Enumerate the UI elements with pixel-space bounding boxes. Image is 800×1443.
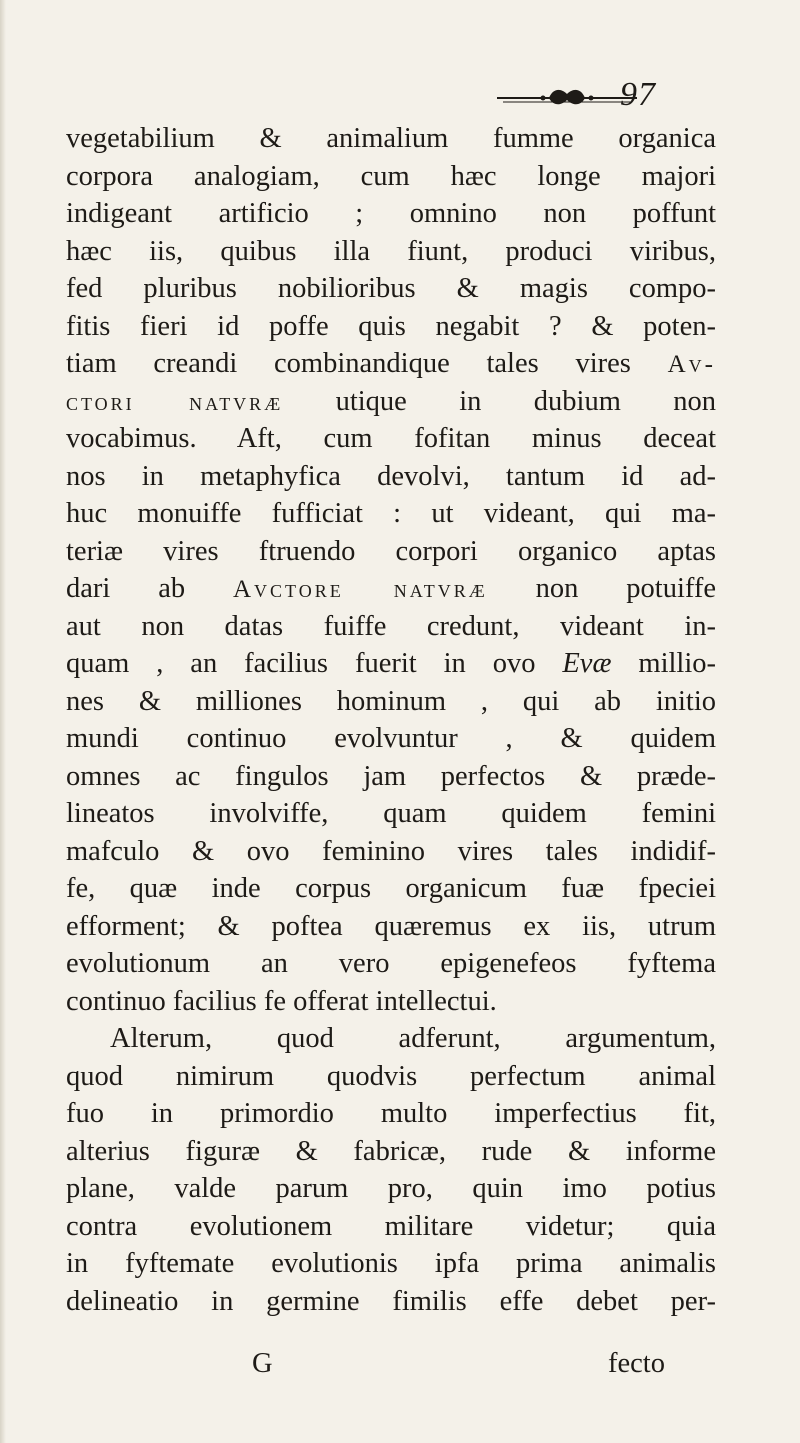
text-line: mundi continuo evolvuntur , & quidem	[66, 723, 716, 754]
body-text	[66, 120, 716, 1320]
text-line: nos in metaphyfica devolvi, tantum id ad-	[66, 460, 716, 492]
text-line: hæc iis, quibus illa fiunt, produci viribus,	[66, 235, 716, 267]
small-caps-text: Avctore natvræ	[233, 576, 488, 603]
text-line: in fyftemate evolutionis ipfa prima animalis	[66, 1248, 716, 1279]
text-line: aut non datas fuiffe credunt, videant in-	[66, 610, 716, 642]
page-number: 97	[620, 76, 656, 113]
text-line: corpora analogiam, cum hæc longe majori	[66, 160, 716, 192]
text-line: evolutionum an vero epigenefeos fyftema	[66, 948, 716, 979]
text-line	[66, 645, 716, 683]
text-line: fed pluribus nobilioribus & magis compo-	[66, 273, 716, 304]
text-line: fuo in primordio multo imperfectius fit,	[66, 1098, 716, 1129]
catchword: fecto	[608, 1348, 665, 1379]
text-run: quam , an facilius fuerit in ovo	[66, 648, 563, 679]
text-run: utique in dubium non	[283, 385, 716, 417]
catch-line	[0, 1348, 800, 1388]
page-gutter	[0, 0, 6, 1443]
text-line: indigeant artificio ; omnino non poffunt	[66, 198, 716, 229]
text-line: alterius figuræ & fabricæ, rude & informe	[66, 1135, 716, 1167]
text-line: continuo facilius fe offerat intellectui.	[66, 985, 497, 1017]
text-line	[66, 345, 716, 383]
italic-text: Evæ	[562, 648, 612, 679]
text-run: tiam creandi combinandique tales vires	[66, 348, 668, 379]
signature-mark: G	[252, 1348, 273, 1379]
text-line: quod nimirum quodvis perfectum animal	[66, 1060, 716, 1092]
text-line: huc monuiffe fufficiat : ut videant, qui ma-	[66, 498, 716, 529]
text-line	[66, 383, 716, 421]
text-line: mafculo & ovo feminino vires tales indidif-	[66, 835, 716, 867]
text-line: vocabimus. Aft, cum fofitan minus deceat	[66, 423, 716, 454]
text-line: Alterum, quod adferunt, argumentum,	[110, 1023, 716, 1054]
text-line: lineatos involviffe, quam quidem femini	[66, 798, 716, 829]
text-run: millio-	[611, 648, 716, 679]
text-line: vegetabilium & animalium fumme organica	[66, 123, 716, 154]
text-line: nes & milliones hominum , qui ab initio	[66, 685, 716, 717]
text-line: efforment; & poftea quæremus ex iis, utrum	[66, 910, 716, 942]
page-header	[0, 70, 800, 120]
small-caps-text: Av-	[667, 351, 716, 378]
text-run: non potuiffe	[487, 573, 716, 604]
text-line: contra evolutionem militare videtur; quia	[66, 1210, 716, 1242]
text-line: omnes ac fingulos jam perfectos & præde-	[66, 760, 716, 792]
text-line: fe, quæ inde corpus organicum fuæ fpeciei	[66, 873, 716, 904]
text-run: dari ab	[66, 573, 233, 604]
text-line: teriæ vires ftruendo corpori organico aptas	[66, 535, 716, 567]
text-line: plane, valde parum pro, quin imo potius	[66, 1173, 716, 1204]
small-caps-text: ctori natvræ	[66, 388, 284, 416]
text-line	[66, 570, 716, 608]
ornament-rule-icon	[497, 86, 637, 108]
text-line: fitis fieri id poffe quis negabit ? & poten-	[66, 310, 716, 342]
text-line: delineatio in germine fimilis effe debet per-	[66, 1285, 716, 1317]
